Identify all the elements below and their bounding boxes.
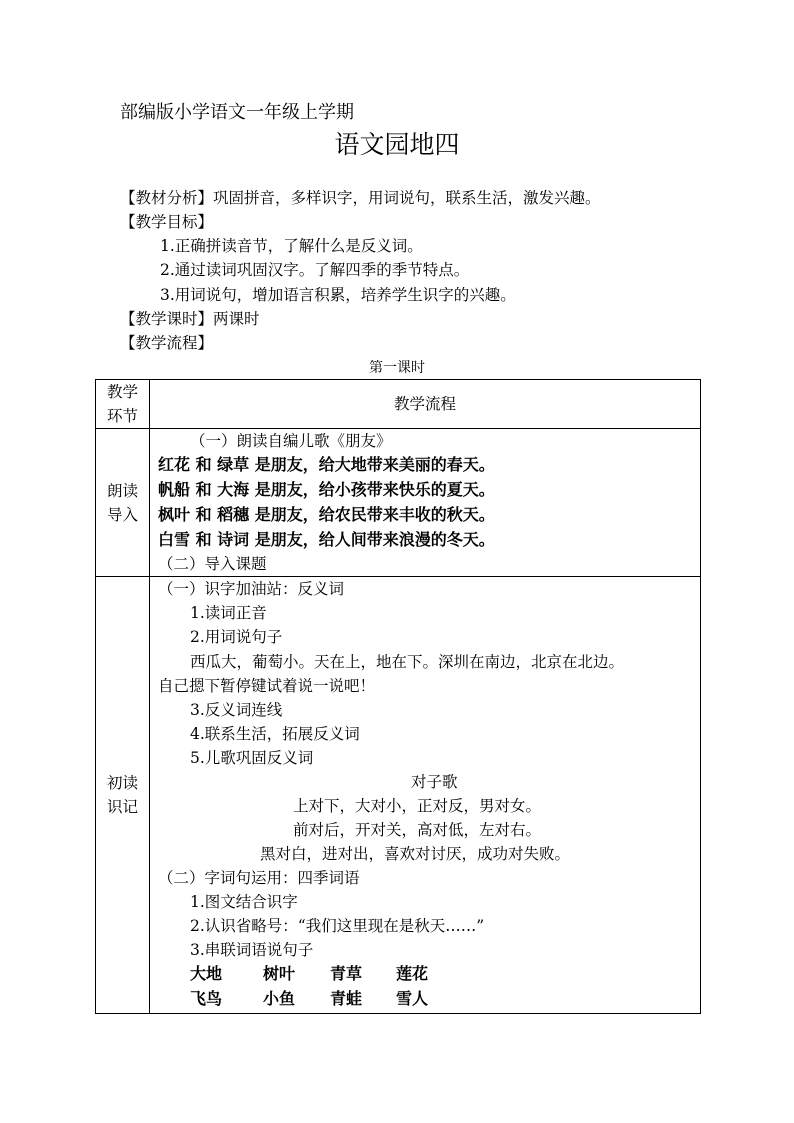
section-heading: （二）字词句运用：四季词语: [158, 869, 360, 887]
stage-label-line: 识记: [106, 798, 138, 816]
stage-first-reading: [96, 577, 150, 1014]
poem-line: 白雪 和 诗词 是朋友，给人间带来浪漫的冬天。: [158, 530, 495, 549]
stage-reading-intro: [96, 429, 150, 577]
rhyme-line: 前对后，开对关，高对低，左对右。: [293, 821, 542, 839]
goal-item: 1.正确拼读音节，了解什么是反义词。: [160, 237, 423, 255]
flow-reading-intro: [150, 429, 701, 577]
season-word: 雪人: [396, 989, 429, 1008]
step-item: 3.串联词语说句子: [190, 941, 314, 959]
instruction-text: 自己摁下暂停键试着说一说吧！: [158, 677, 376, 695]
flow-label: 【教学流程】: [120, 334, 214, 352]
class-hours: 【教学课时】两课时: [120, 310, 260, 328]
subtitle: 部编版小学语文一年级上学期: [120, 102, 354, 123]
section-heading: （一）朗读自编儿歌《朋友》: [190, 432, 392, 450]
lesson-heading: 第一课时: [369, 360, 425, 376]
stage-label-line: 导入: [106, 505, 138, 524]
page-title: 语文园地四: [334, 130, 460, 159]
textbook-analysis: 【教材分析】巩固拼音，多样识字，用词说句，联系生活，激发兴趣。: [120, 189, 601, 207]
step-item: 1.读词正音: [190, 604, 267, 622]
section-heading: （二）导入课题: [158, 555, 267, 573]
goals-label: 【教学目标】: [120, 213, 214, 231]
rhyme-line: 黑对白，进对出，喜欢对讨厌，成功对失败。: [260, 845, 571, 863]
poem-line: 枫叶 和 稻穗 是朋友，给农民带来丰收的秋天。: [158, 505, 495, 524]
stage-label-line: 初读: [106, 774, 138, 792]
step-item: 2.用词说句子: [190, 628, 283, 646]
stage-label-line: 朗读: [106, 481, 138, 500]
season-word: 青蛙: [330, 989, 363, 1008]
season-word: 树叶: [263, 964, 296, 983]
flow-first-reading: [150, 577, 701, 1014]
season-word: 飞鸟: [190, 989, 223, 1008]
season-word: 大地: [190, 964, 223, 983]
goal-item: 3.用词说句，增加语言积累，培养学生识字的兴趣。: [160, 286, 516, 304]
header-flow: 教学流程: [150, 380, 701, 429]
season-word: 青草: [330, 964, 363, 983]
poem-line: 帆船 和 大海 是朋友，给小孩带来快乐的夏天。: [158, 480, 495, 499]
rhyme-line: 上对下，大对小，正对反，男对女。: [293, 797, 542, 815]
step-item: 4.联系生活，拓展反义词: [190, 725, 360, 743]
goal-item: 2.通过读词巩固汉字。了解四季的季节特点。: [160, 261, 470, 279]
step-item: 2.认识省略号：“我们这里现在是秋天……”: [190, 917, 485, 935]
step-item: 1.图文结合识字: [190, 893, 298, 911]
section-heading: （一）识字加油站：反义词: [158, 580, 345, 598]
lesson-table: [95, 379, 701, 1014]
step-item: 5.儿歌巩固反义词: [190, 749, 314, 767]
season-word: 莲花: [396, 964, 429, 983]
header-stage: [96, 380, 150, 429]
header-stage-line: 环节: [106, 407, 138, 425]
header-stage-line: 教学: [106, 383, 138, 401]
example-sentence: 西瓜大，葡萄小。天在上，地在下。深圳在南边，北京在北边。: [190, 653, 625, 671]
season-word: 小鱼: [263, 989, 296, 1008]
poem-line: 红花 和 绿草 是朋友，给大地带来美丽的春天。: [158, 455, 495, 474]
rhyme-title: 对子歌: [411, 773, 458, 791]
step-item: 3.反义词连线: [190, 701, 283, 719]
